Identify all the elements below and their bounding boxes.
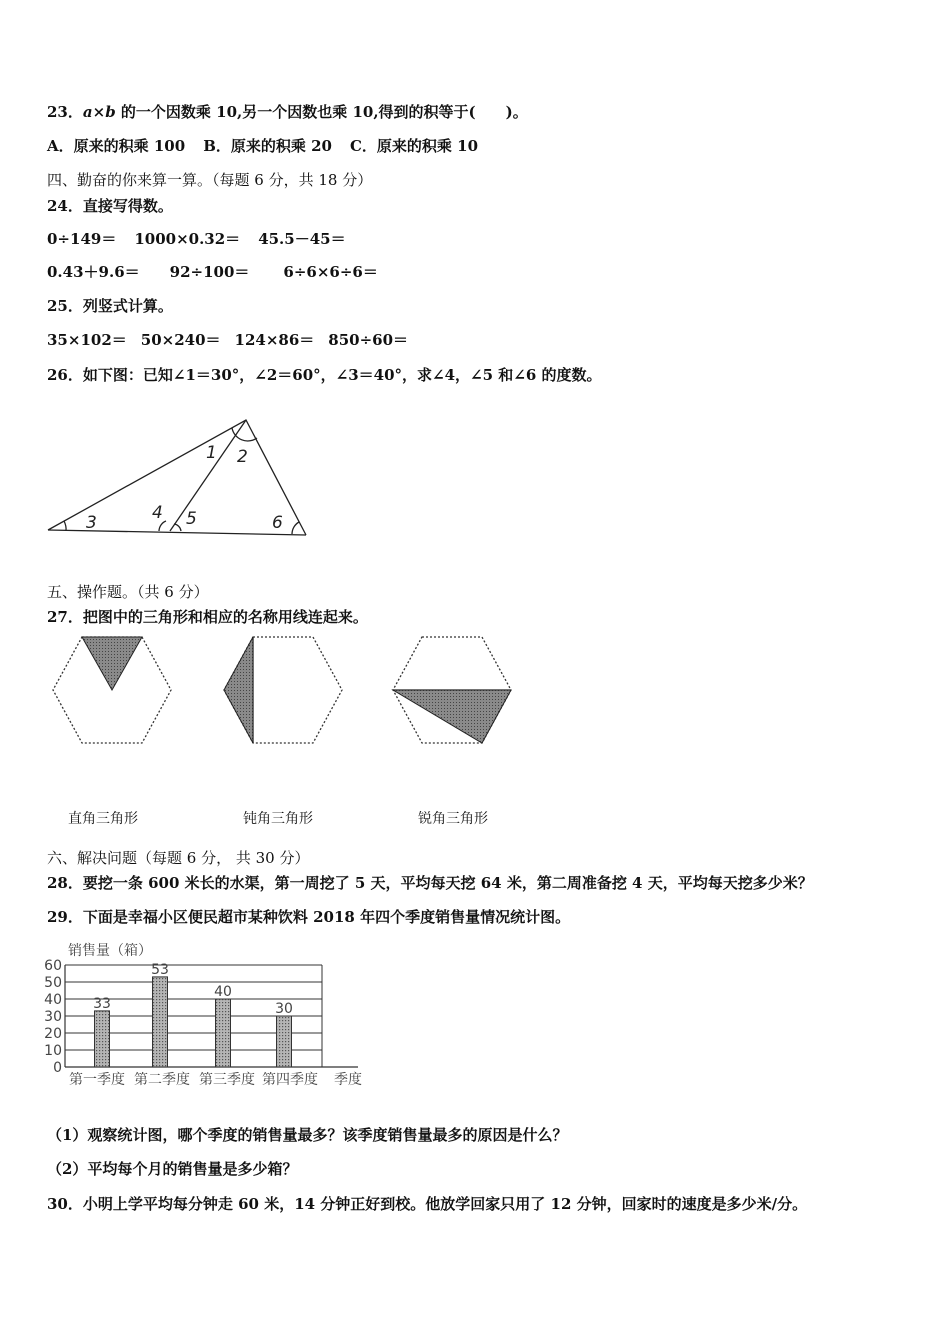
- angle-label-1: 1: [206, 443, 217, 463]
- q24-item: 45.5－45＝: [258, 230, 346, 248]
- chart-data-label: 30: [275, 1001, 293, 1017]
- angle-label-4: 4: [152, 503, 163, 523]
- q23-text: 的一个因数乘 10,另一个因数也乘 10,得到的积等于( )。: [115, 103, 528, 121]
- q25-item: 850÷60＝: [328, 331, 409, 349]
- chart-ytick-label: 40: [44, 992, 62, 1008]
- q27-title: 27．把图中的三角形和相应的名称用线连起来。: [47, 608, 368, 626]
- chart-bar: [216, 999, 231, 1067]
- q29-sub-1: （1）观察统计图，哪个季度的销售量最多？该季度销售量最多的原因是什么？: [47, 1126, 568, 1144]
- chart-category-label: 第一季度: [69, 1072, 125, 1088]
- chart-ylabel: 销售量（箱）: [68, 943, 152, 959]
- chart-ytick-label: 20: [44, 1026, 62, 1042]
- chart-ytick-label: 10: [44, 1043, 62, 1059]
- q28-text: 28．要挖一条 600 米长的水渠，第一周挖了 5 天，平均每天挖 64 米，第二周准备挖 4 天，平均每天挖多少米？: [47, 874, 813, 892]
- q23-number: 23．: [47, 103, 83, 121]
- section-6-heading: 六、解决问题（每题 6 分， 共 30 分）: [47, 849, 310, 867]
- q24-item: 0÷149＝: [47, 230, 117, 248]
- q23-option-c: C．原来的积乘 10: [349, 137, 479, 155]
- angle-label-3: 3: [86, 513, 97, 533]
- chart-data-label: 40: [214, 984, 232, 1000]
- q25-title: 25．列竖式计算。: [47, 297, 173, 315]
- chart-ytick-label: 0: [53, 1060, 62, 1076]
- q24-item: 6÷6×6÷6＝: [283, 263, 378, 281]
- angle-label-5: 5: [186, 509, 197, 529]
- q25-item: 35×102＝: [47, 331, 127, 349]
- q30-text: 30．小明上学平均每分钟走 60 米，14 分钟正好到校。他放学回家只用了 12 分钟，回家时的速度是多少米/分。: [47, 1195, 808, 1213]
- angle-label-6: 6: [272, 513, 283, 533]
- q29-title: 29．下面是幸福小区便民超市某种饮料 2018 年四个季度销售量情况统计图。: [47, 908, 571, 926]
- name-obtuse-triangle: 钝角三角形: [243, 811, 313, 827]
- chart-ytick-label: 50: [44, 975, 62, 991]
- q23-option-a: A．原来的积乘 100: [47, 137, 186, 155]
- section-4-heading: 四、勤奋的你来算一算。（每题 6 分，共 18 分）: [47, 171, 373, 189]
- chart-category-label: 第四季度: [262, 1072, 318, 1088]
- q23-times: ×: [92, 103, 106, 121]
- name-right-triangle: 直角三角形: [68, 811, 138, 827]
- section-5-heading: 五、操作题。（共 6 分）: [47, 583, 209, 601]
- chart-bar: [153, 977, 168, 1067]
- q24-item: 92÷100＝: [169, 263, 250, 281]
- chart-bar: [277, 1016, 292, 1067]
- chart-data-label: 33: [93, 995, 111, 1012]
- angle-label-2: 2: [237, 447, 248, 467]
- name-acute-triangle: 锐角三角形: [418, 811, 488, 827]
- q26-title: 26．如下图：已知∠1＝30°，∠2＝60°，∠3＝40°，求∠4，∠5 和∠6 的度数。: [47, 366, 602, 384]
- chart-ytick-label: 60: [44, 958, 62, 974]
- chart-category-label: 第三季度: [199, 1072, 255, 1088]
- q25-item: 50×240＝: [140, 331, 221, 349]
- q25-item: 124×86＝: [234, 331, 315, 349]
- chart-category-label: 第二季度: [134, 1072, 190, 1088]
- q24-item: 1000×0.32＝: [134, 230, 241, 248]
- chart-ytick-label: 30: [44, 1009, 62, 1025]
- q23-b: b: [105, 103, 116, 121]
- q24-title: 24．直接写得数。: [47, 197, 173, 215]
- chart-bar: [95, 1011, 110, 1067]
- q24-item: 0.43＋9.6＝: [47, 263, 140, 281]
- chart-data-label: 53: [151, 961, 169, 978]
- q23-option-b: B．原来的积乘 20: [203, 137, 332, 155]
- q23-a: a: [82, 103, 93, 121]
- chart-xlabel: 季度: [334, 1072, 362, 1088]
- q29-sub-2: （2）平均每个月的销售量是多少箱？: [47, 1160, 298, 1178]
